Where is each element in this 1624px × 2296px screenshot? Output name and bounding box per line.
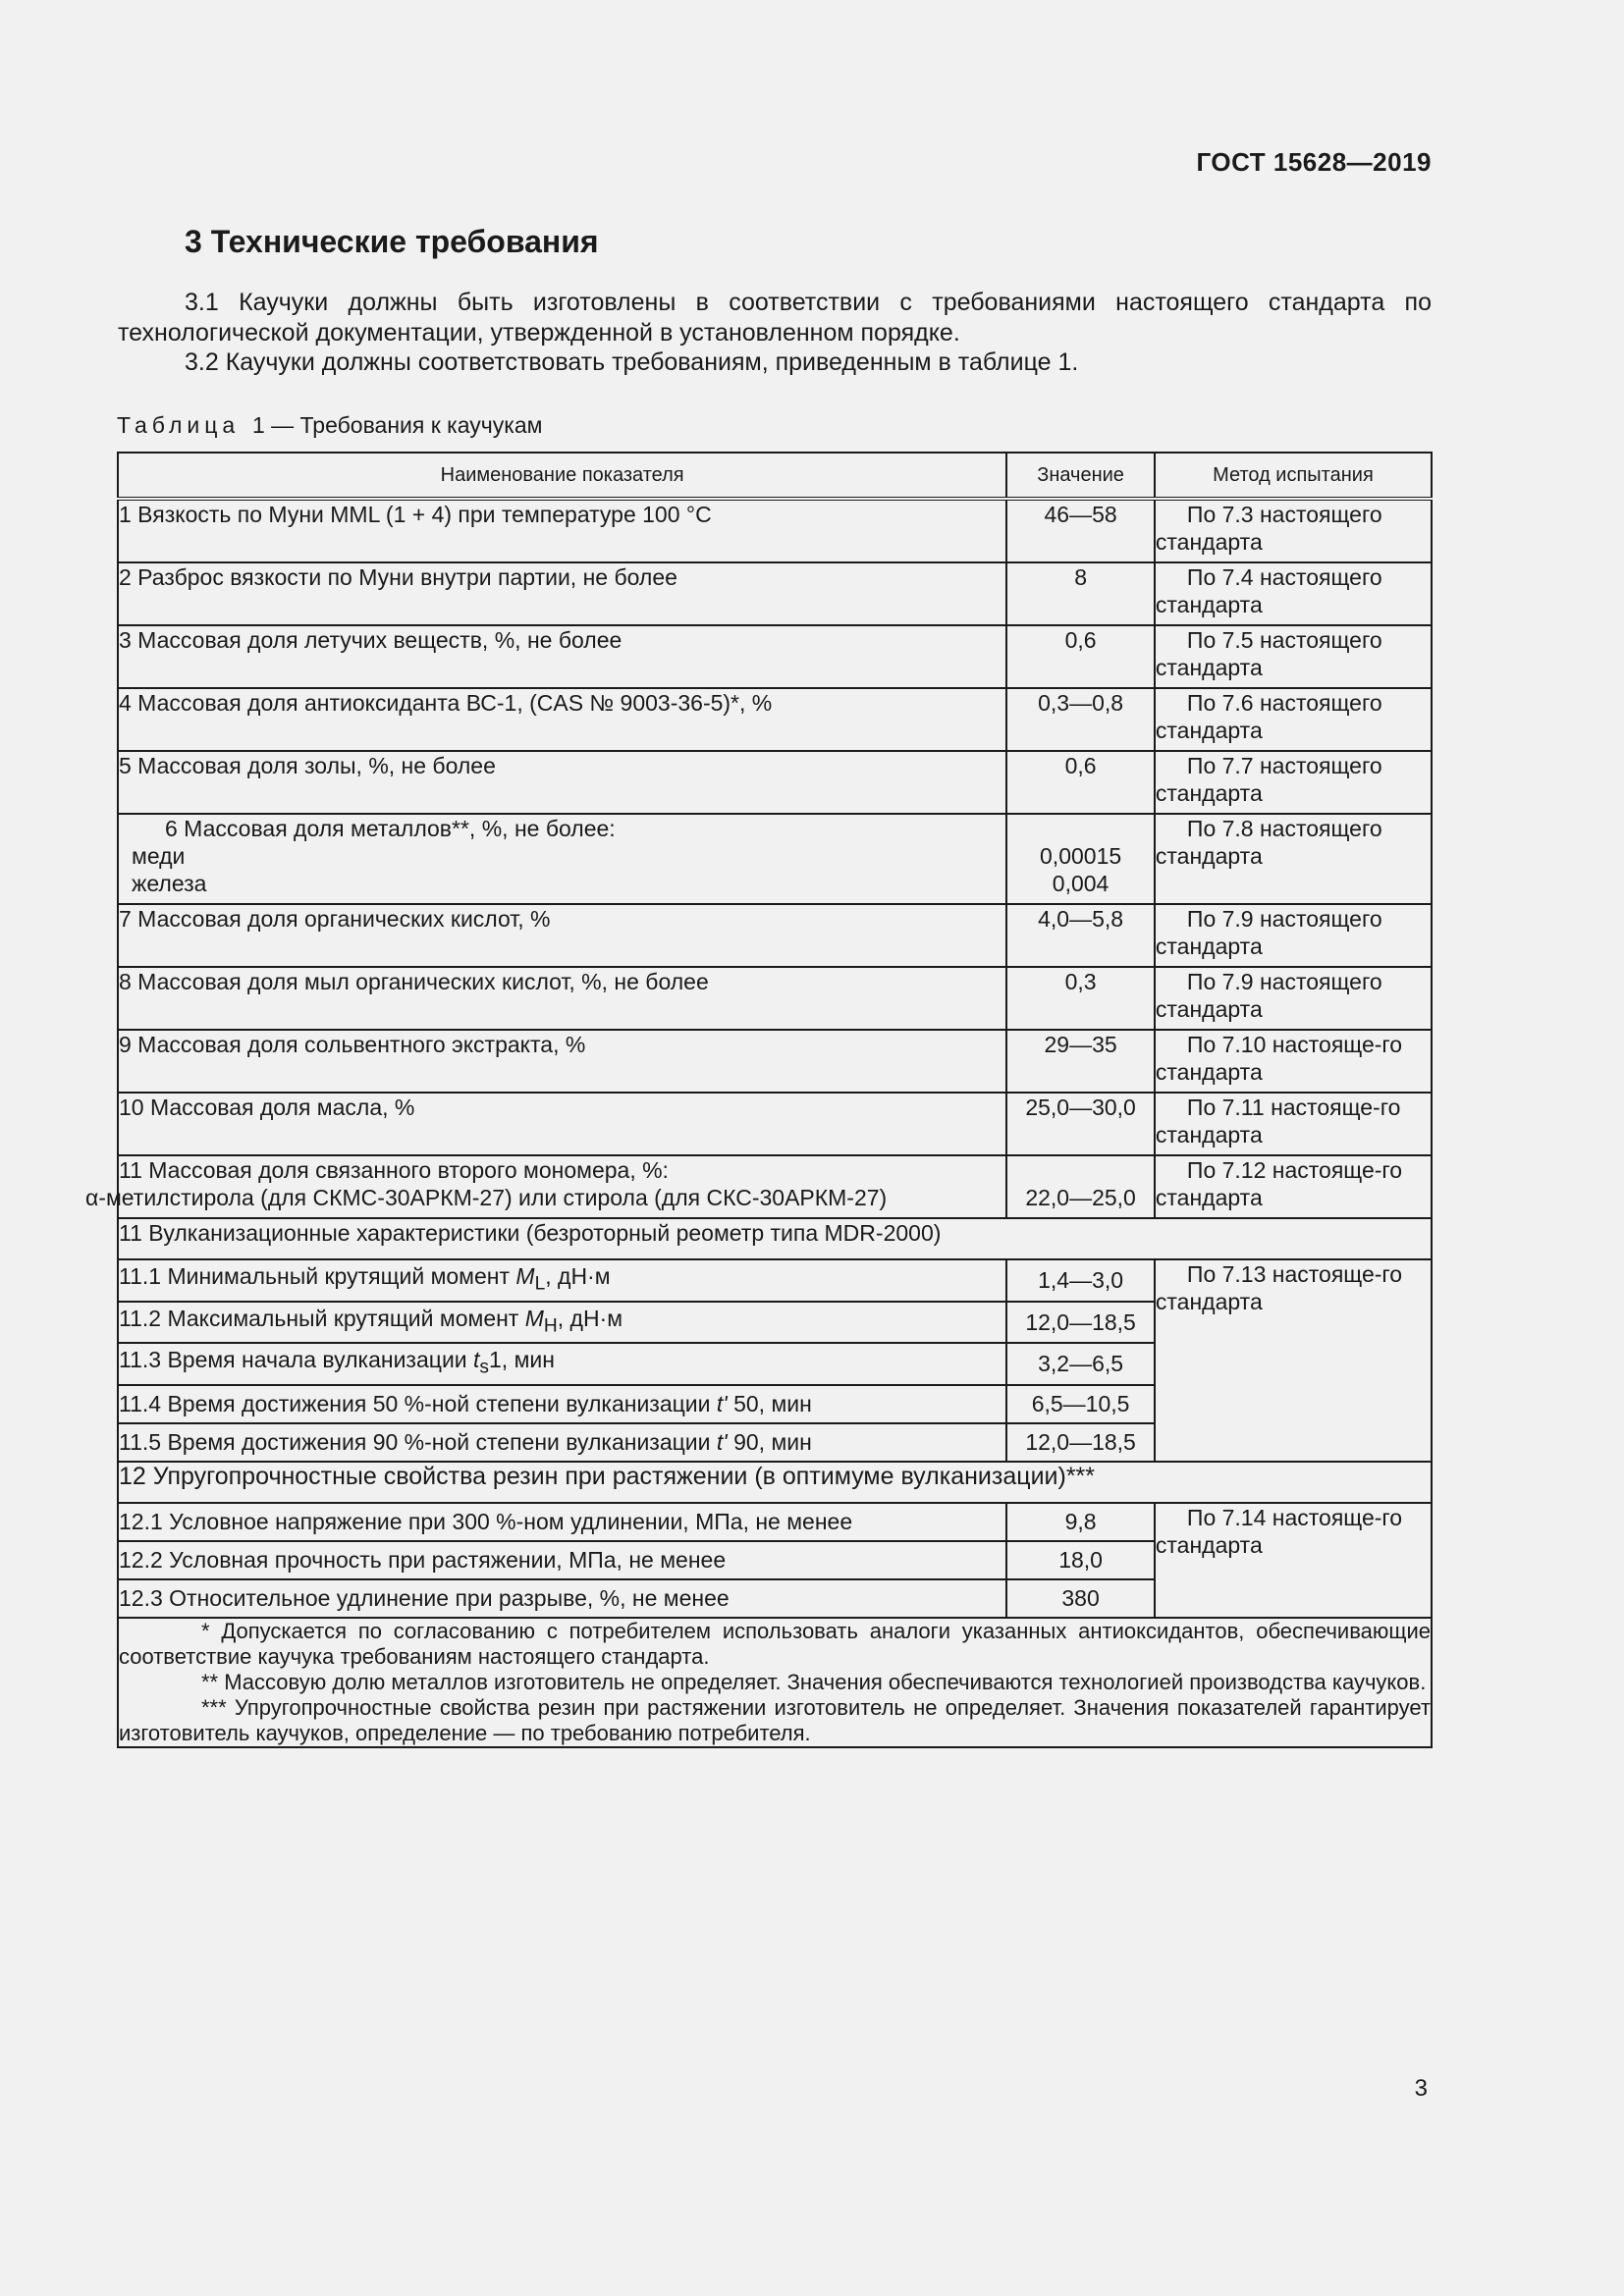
row-value: 0,6	[1006, 625, 1155, 688]
document-id: ГОСТ 15628—2019	[1196, 147, 1432, 177]
row-name: 12.2 Условная прочность при растяжении, МПа, не менее	[118, 1541, 1006, 1579]
row-value	[1006, 1155, 1155, 1218]
group-12-header	[118, 1462, 1432, 1503]
row-value: 29—35	[1006, 1030, 1155, 1093]
table-notes-row	[118, 1618, 1432, 1747]
table-row	[118, 499, 1432, 562]
row-name: 11.2 Максимальный крутящий момент $M_H$, дН·м	[118, 1302, 1006, 1344]
row-name: 12.3 Относительное удлинение при разрыве, %, не менее	[118, 1579, 1006, 1618]
row-method	[1155, 1093, 1432, 1155]
row-name: 1 Вязкость по Муни MML (1 + 4) при температуре 100 °С	[118, 499, 1006, 562]
row-method-text: По 7.3 настоящего стандарта	[1155, 502, 1382, 555]
row-value	[1006, 814, 1155, 904]
row-value: 4,0—5,8	[1006, 904, 1155, 967]
row-method-text: По 7.9 настоящего стандарта	[1155, 906, 1382, 959]
row-method	[1155, 562, 1432, 625]
table-row	[118, 904, 1432, 967]
row-value: 9,8	[1006, 1503, 1155, 1541]
row-value: 18,0	[1006, 1541, 1155, 1579]
paragraph-3-1-text: 3.1 Каучуки должны быть изготовлены в соответствии с требованиями настоящего стандарта по технологической документации, утвержденной в установленном порядке.	[118, 289, 1432, 347]
note-3: *** Упругопрочностные свойства резин при растяжении изготовитель не определяет. Значения показателей гарантирует изготовитель каучуков, определение — по требованию потребителя.	[119, 1694, 1431, 1745]
row-name-main: 11 Массовая доля связанного второго мономера, %:	[119, 1157, 669, 1183]
row-name: 11.1 Минимальный крутящий момент $M_L$, дН·м	[118, 1259, 1006, 1302]
row-name: 5 Массовая доля золы, %, не более	[118, 751, 1006, 814]
table-row	[118, 967, 1432, 1030]
row-value: 12,0—18,5	[1006, 1302, 1155, 1344]
group-11-method	[1155, 1259, 1432, 1462]
requirements-table	[85, 452, 1433, 1748]
row-value-text: 22,0—25,0	[1025, 1185, 1136, 1210]
row-method-text: По 7.6 настоящего стандарта	[1155, 690, 1382, 743]
row-method	[1155, 688, 1432, 751]
section-title: 3 Технические требования	[185, 224, 599, 259]
row-method	[1155, 967, 1432, 1030]
row-method-text: По 7.7 настоящего стандарта	[1155, 753, 1382, 806]
row-value-iron: 0,004	[1052, 871, 1110, 896]
row-method-text: По 7.5 настоящего стандарта	[1155, 627, 1382, 680]
table-caption-label: Таблица	[117, 412, 241, 438]
group-11-header	[118, 1218, 1432, 1259]
row-method-text: По 7.11 настояще-го стандарта	[1155, 1095, 1401, 1148]
note-1: * Допускается по согласованию с потребителем использовать аналоги указанных антиоксидантов, обеспечивающие соответствие каучука требованиям настоящего стандарта.	[119, 1618, 1431, 1669]
row-method	[1155, 751, 1432, 814]
row-name: 11.3 Время начала вулканизации $t_s1$, мин	[118, 1343, 1006, 1385]
row-name: 10 Массовая доля масла, %	[118, 1093, 1006, 1155]
group-12-method-text: По 7.14 настояще-го стандарта	[1155, 1504, 1403, 1558]
group-11-title: 11 Вулканизационные характеристики (безроторный реометр типа MDR-2000)	[118, 1218, 1432, 1259]
row-name: 4 Массовая доля антиоксиданта ВС-1, (CAS № 9003-36-5)*, %	[118, 688, 1006, 751]
table-row	[118, 1503, 1432, 1541]
row-name: 2 Разброс вязкости по Муни внутри партии, не более	[118, 562, 1006, 625]
paragraph-3-1	[118, 288, 1432, 348]
table-row	[118, 1093, 1432, 1155]
row-value: 3,2—6,5	[1006, 1343, 1155, 1385]
row-method-text: По 7.8 настоящего стандарта	[1155, 816, 1382, 869]
table-caption-text: 1 — Требования к каучукам	[251, 412, 543, 438]
row-method	[1155, 499, 1432, 562]
row-value: 12,0—18,5	[1006, 1423, 1155, 1462]
row-name: 3 Массовая доля летучих веществ, %, не более	[118, 625, 1006, 688]
header-value: Значение	[1006, 453, 1155, 499]
table-row	[118, 751, 1432, 814]
paragraph-3-2-text: 3.2 Каучуки должны соответствовать требованиям, приведенным в таблице 1.	[185, 348, 1079, 376]
row-name: 11.5 Время достижения 90 %-ной степени вулканизации t' 90, мин	[118, 1423, 1006, 1462]
row-method-text: По 7.12 настояще-го стандарта	[1155, 1157, 1403, 1210]
table-caption	[117, 412, 542, 439]
row-value: 1,4—3,0	[1006, 1259, 1155, 1302]
row-value: 46—58	[1006, 499, 1155, 562]
table-row	[118, 625, 1432, 688]
row-name: 12.1 Условное напряжение при 300 %-ном удлинении, МПа, не менее	[118, 1503, 1006, 1541]
row-value: 0,3—0,8	[1006, 688, 1155, 751]
table-row	[118, 814, 1432, 904]
group-12-title: 12 Упругопрочностные свойства резин при растяжении (в оптимуме вулканизации)***	[118, 1462, 1432, 1503]
row-method	[1155, 1030, 1432, 1093]
row-value: 6,5—10,5	[1006, 1385, 1155, 1423]
table-notes	[118, 1618, 1432, 1747]
table-header-row	[118, 453, 1432, 499]
row-name	[118, 814, 1006, 904]
row-value: 25,0—30,0	[1006, 1093, 1155, 1155]
row-method	[1155, 625, 1432, 688]
row-name	[85, 1155, 1006, 1218]
table-row	[118, 1259, 1432, 1302]
row-value-copper: 0,00015	[1040, 843, 1122, 869]
row-name-sub-monomer: α-метилстирола (для СКМС-30АРКМ-27) или стирола (для СКС-30АРКМ-27)	[85, 1185, 888, 1210]
paragraph-3-2	[118, 347, 1432, 378]
table-row	[118, 1030, 1432, 1093]
row-name: 7 Массовая доля органических кислот, %	[118, 904, 1006, 967]
header-name: Наименование показателя	[118, 453, 1006, 499]
row-value: 0,6	[1006, 751, 1155, 814]
page-number: 3	[1414, 2075, 1428, 2102]
row-name-main: 6 Массовая доля металлов**, %, не более:	[165, 816, 616, 841]
row-value: 380	[1006, 1579, 1155, 1618]
group-12-method	[1155, 1503, 1432, 1618]
note-2: ** Массовую долю металлов изготовитель не определяет. Значения обеспечиваются технологией производства каучуков.	[201, 1669, 1427, 1694]
row-method	[1155, 814, 1432, 904]
table-row	[118, 562, 1432, 625]
row-method-text: По 7.10 настояще-го стандарта	[1155, 1032, 1403, 1085]
header-method: Метод испытания	[1155, 453, 1432, 499]
row-name: 9 Массовая доля сольвентного экстракта, %	[118, 1030, 1006, 1093]
row-name: 11.4 Время достижения 50 %-ной степени вулканизации t' 50, мин	[118, 1385, 1006, 1423]
row-name-sub-copper: меди	[132, 843, 186, 869]
row-method	[1155, 1155, 1432, 1218]
row-method	[1155, 904, 1432, 967]
row-value: 0,3	[1006, 967, 1155, 1030]
row-name: 8 Массовая доля мыл органических кислот, %, не более	[118, 967, 1006, 1030]
row-value: 8	[1006, 562, 1155, 625]
table-row	[118, 1155, 1432, 1218]
row-method-text: По 7.9 настоящего стандарта	[1155, 969, 1382, 1022]
group-11-method-text: По 7.13 настояще-го стандарта	[1155, 1261, 1403, 1314]
row-method-text: По 7.4 настоящего стандарта	[1155, 564, 1382, 617]
table-row	[118, 688, 1432, 751]
row-name-sub-iron: железа	[132, 871, 207, 896]
